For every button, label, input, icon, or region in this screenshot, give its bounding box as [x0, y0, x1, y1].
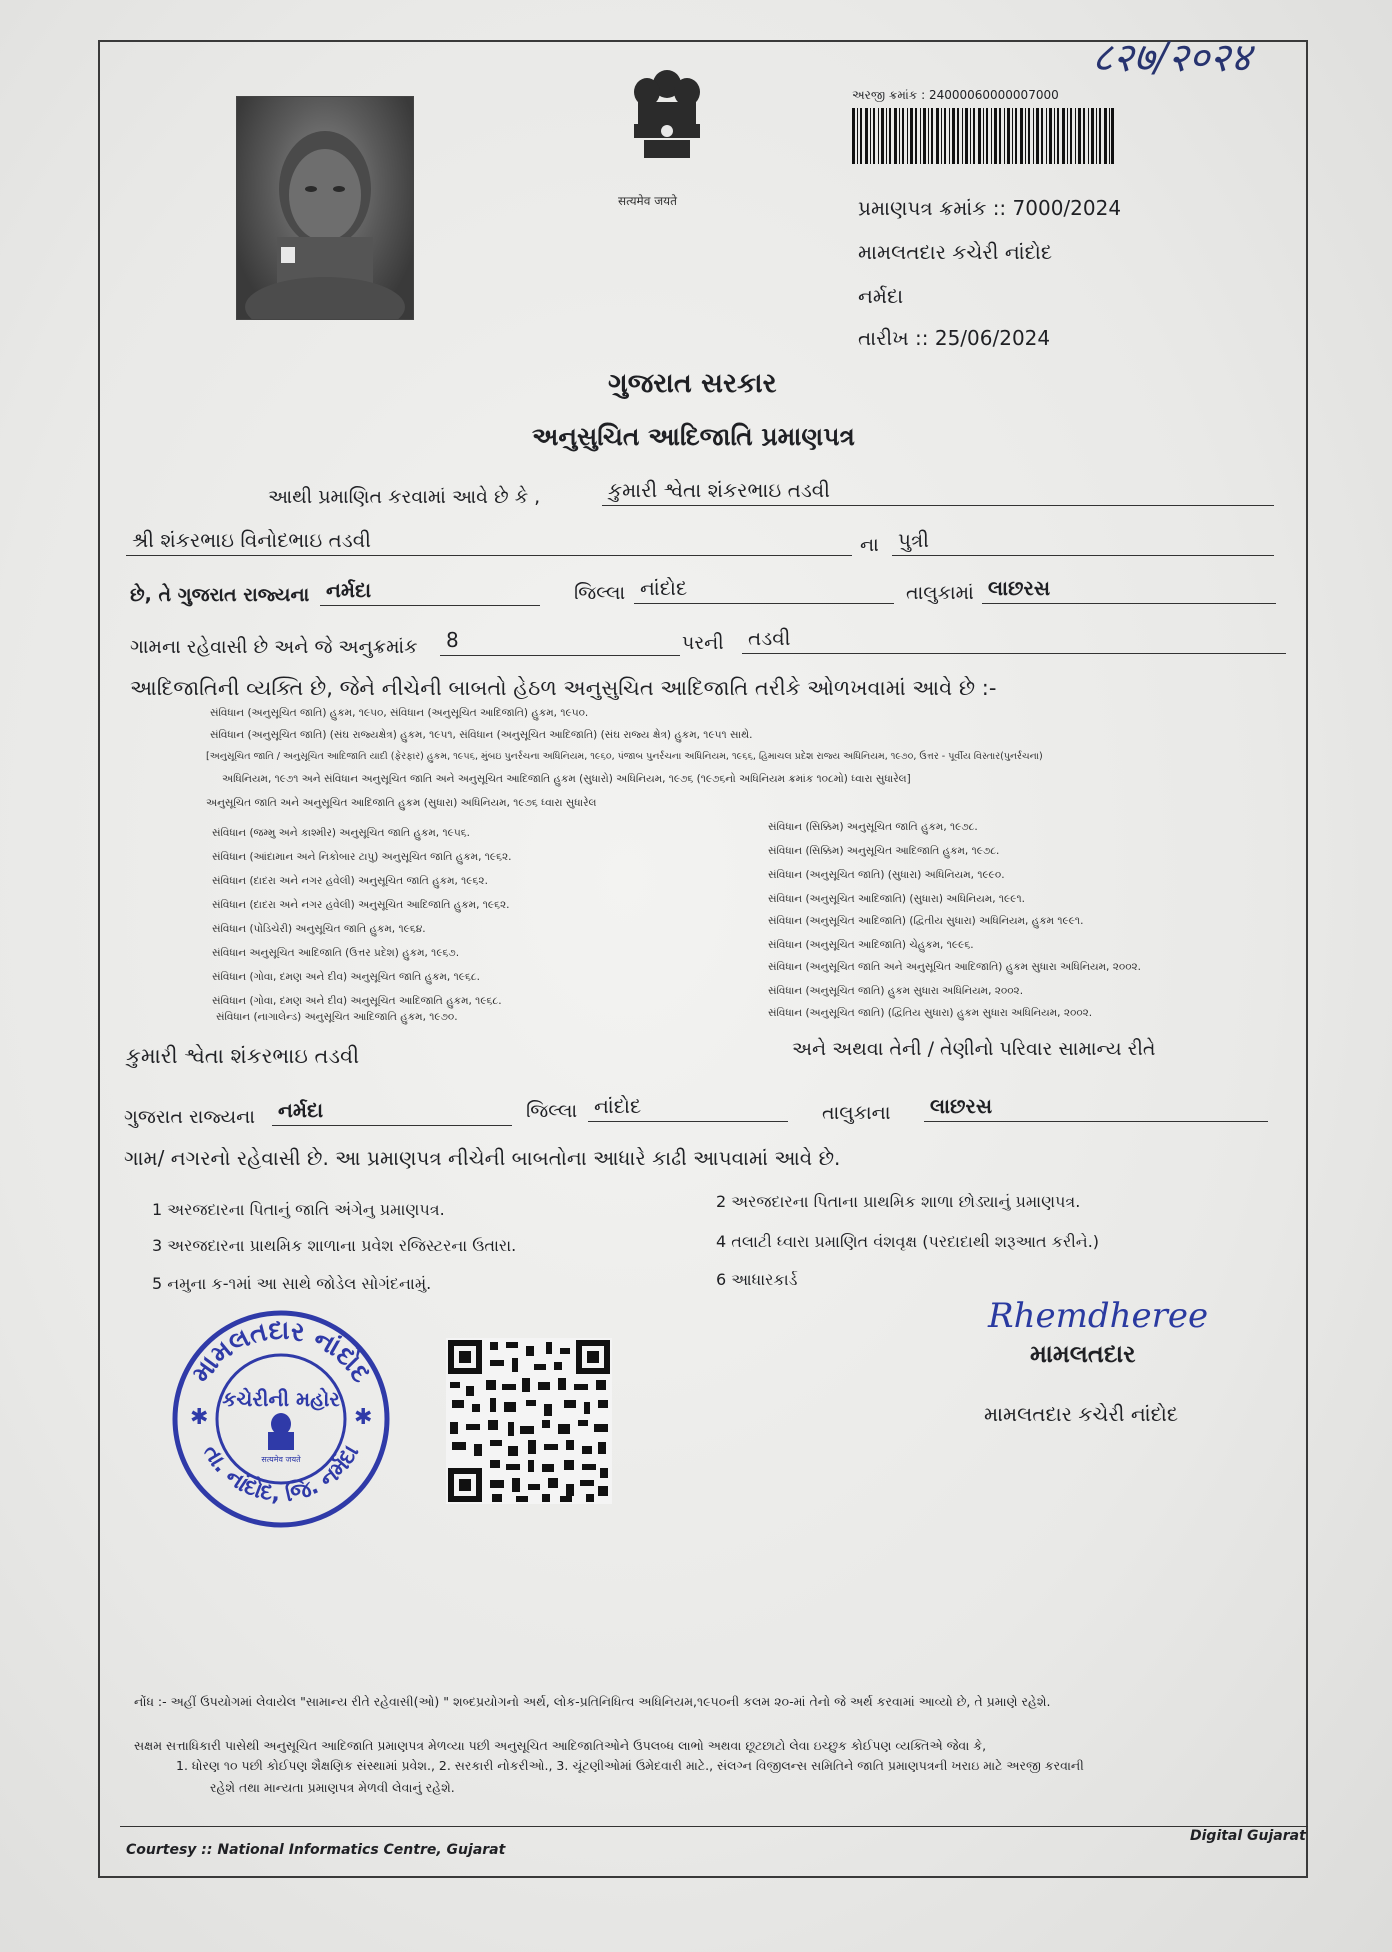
footer-brand: Digital Gujarat: [1190, 1828, 1306, 1844]
order-right-line: સંવિધાન (અનુસૂચિત જાતિ) (દ્વિતિય સુધારા) હુકમ સુધારા અધિનિયમ, ૨૦૦૨.: [768, 1007, 1093, 1019]
certificate-title: અનુસુચિત આદિજાતિ પ્રમાણપત્ર: [532, 422, 855, 451]
order-line: સંવિધાન (અનુસૂચિત જાતિ) હુકમ, ૧૯૫૦, સંવિધાન (અનુસૂચિત આદિજાતિ) હુકમ, ૧૯૫૦.: [210, 707, 589, 719]
seal-bottom-text: તા. નાંદોદ, જિ. નર્મદા: [197, 1440, 365, 1508]
relation: પુત્રી: [892, 528, 1274, 556]
state-text-2: ગુજરાત રાજ્યના: [124, 1106, 255, 1128]
order-left-line: સંવિધાન (ગોવા, દમણ અને દીવ) અનુસૂચિત જાતિ હુકમ, ૧૯૬૮.: [212, 971, 480, 983]
note-line-4: રહેશે તથા માન્યતા પ્રમાણપત્ર મેળવી લેવાનું રહેશે.: [210, 1780, 455, 1795]
order-left-line: સંવિધાન (દાદરા અને નગર હવેલી) અનુસૂચિત આદિજાતિ હુકમ, ૧૯૬૨.: [212, 899, 510, 911]
document-item: 3 અરજદારના પ્રાથમિક શાળાના પ્રવેશ રજિસ્ટરના ઉતારા.: [152, 1236, 517, 1255]
order-line: [અનુસૂચિત જાતિ / અનુસૂચિત આદિજાતિ યાદી (ફેરફાર) હુકમ, ૧૯૫૬, મુંબઇ પુનર્રચના અધિનિયમ, ૧૯૬૦, પંજાબ પુનર્રચના અધિનિયમ, ૧૯૬૬, હિમાચલ પ્રદેશ રાજ્ય અધિનિયમ, ૧૯૭૦, ઉત્તર - પૂર્વીય વિસ્તાર(પુનર્રચના): [206, 751, 1043, 762]
note-line-2: સક્ષમ સત્તાધિકારી પાસેથી અનુસૂચિત આદિજાતિ પ્રમાણપત્ર મેળવ્યા પછી અનુસૂચિત આદિજાતિઓને ઉપલબ્ધ લાભો અથવા છૂટછાટો લેવા ઇચ્છુક કોઈપણ વ્યક્તિએ જેવા કે,: [134, 1738, 987, 1753]
order-right-line: સંવિધાન (સિક્કિમ) અનુસૂચિત આદિજાતિ હુકમ, ૧૯૭૮.: [768, 845, 1000, 857]
district-label-2: જિલ્લા: [526, 1100, 578, 1122]
identified-text: આદિજાતિની વ્યક્તિ છે, જેને નીચેની બાબતો હેઠળ અનુસુચિત આદિજાતિ તરીકે ઓળખવામાં આવે છે :-: [130, 676, 997, 700]
serial-number: 8: [440, 628, 680, 656]
government-title: ગુજરાત સરકાર: [608, 368, 777, 399]
taluka-label: તાલુકામાં: [906, 582, 974, 604]
office-seal: [168, 1306, 394, 1532]
father-name: શ્રી શંકરભાઇ વિનોદભાઇ તડવી: [126, 528, 852, 556]
order-right-line: સંવિધાન (સિક્કિમ) અનુસૂચિત જાતિ હુકમ, ૧૯૭૮.: [768, 821, 978, 833]
document-item: 4 તલાટી ધ્વારા પ્રમાણિત વંશવૃક્ષ (પરદાદાથી શરૂઆત કરીને.): [716, 1232, 1100, 1251]
seal-emblem-caption: सत्यमेव जयते: [261, 1455, 301, 1464]
order-line: સંવિધાન (અનુસૂચિત જાતિ) (સંઘ રાજ્યક્ષેત્ર) હુકમ, ૧૯૫૧, સંવિધાન (અનુસૂચિત આદિજાતિ) (સંઘ રાજ્ય ક્ષેત્ર) હુકમ, ૧૯૫૧ સાથે.: [210, 729, 753, 741]
order-line: અનુસૂચિત જાતિ અને અનુસૂચિત આદિજાતિ હુકમ (સુધારા) અધિનિયમ, ૧૯૭૬ ધ્વારા સુધારેલ: [206, 797, 597, 809]
seal-top-text: મામલતદાર નાંદોદ: [186, 1315, 376, 1389]
order-right-line: સંવિધાન (અનુસૂચિત જાતિ અને અનુસૂચિત આદિજાતિ) હુકમ સુધારા અધિનિયમ, ૨૦૦૨.: [768, 961, 1142, 973]
barcode: [852, 108, 1114, 164]
of-text: ના: [860, 534, 879, 556]
order-line: અધિનિયમ, ૧૯૭૧ અને સંવિધાન અનુસૂચિત જાતિ અને અનુસૂચિત આદિજાતિ હુકમ (સુધારો) અધિનિયમ, ૧૯૭૬ (૧૯૭૬નો અધિનિયમ ક્રમાંક ૧૦૮મો) ધ્વારા સુધારેલ]: [222, 773, 911, 785]
document-item: 6 આધારકાર્ડ: [716, 1270, 798, 1289]
order-left-line: સંવિધાન (જમ્મુ અને કાશ્મીર) અનુસૂચિત જાતિ હુકમ, ૧૯૫૬.: [212, 827, 470, 839]
basis-text: ગામ/ નગરનો રહેવાસી છે. આ પ્રમાણપત્ર નીચેની બાબતોના આધારે કાઢી આપવામાં આવે છે.: [124, 1146, 841, 1170]
order-left-line: સંવિધાન (આંદામાન અને નિકોબાર ટાપુ) અનુસૂચિત જાતિ હુકમ, ૧૯૬૨.: [212, 851, 512, 863]
certify-text: આથી પ્રમાણિત કરવામાં આવે છે કે ,: [268, 486, 541, 508]
taluka-value-2: લાછરસ: [924, 1094, 1268, 1122]
order-left-line: સંવિધાન (દાદરા અને નગર હવેલી) અનુસૂચિત જાતિ હુકમ, ૧૯૬૨.: [212, 875, 488, 887]
certificate-number: 7000/2024: [1012, 196, 1122, 220]
footer-divider: [120, 1826, 1308, 1827]
order-right-line: સંવિધાન (અનુસૂચિત જાતિ) (સુધારા) અધિનિયમ, ૧૯૯૦.: [768, 869, 1005, 881]
order-left-line: સંવિધાન (નાગાલેન્ડ) અનુસૂચિત આદિજાતિ હુકમ, ૧૯૭૦.: [216, 1011, 458, 1023]
applicant-photo: [236, 96, 414, 320]
applicant-name: કુમારી શ્વેતા શંકરભાઇ તડવી: [602, 478, 1274, 506]
parni-label: પરની: [682, 632, 724, 654]
applicant-name-2: કુમારી શ્વેતા શંકરભાઇ તડવી: [126, 1044, 360, 1068]
district-name-2: નાંદોદ: [588, 1094, 788, 1122]
issuing-district: નર્મદા: [858, 284, 904, 308]
state-text: છે, તે ગુજરાત રાજ્યના: [130, 584, 310, 606]
star-icon: ✱: [190, 1405, 209, 1430]
order-right-line: સંવિધાન (અનુસૂચિત આદિજાતિ) ચેહુકમ, ૧૯૯૬.: [768, 939, 974, 951]
family-text: અને અથવા તેની / તેણીનો પરિવાર સામાન્ય રીતે: [792, 1038, 1156, 1060]
district-value: નર્મદા: [320, 578, 540, 606]
certificate-date: 25/06/2024: [934, 326, 1051, 350]
tribe-name: તડવી: [742, 626, 1286, 654]
emblem-motto: सत्यमेव जयते: [618, 194, 677, 208]
signature-scribble: Rhemdheree: [988, 1296, 1209, 1336]
qr-code: [446, 1338, 612, 1504]
star-icon: ✱: [354, 1405, 373, 1430]
document-item: 5 નમુના ક-૧માં આ સાથે જોડેલ સોગંદનામું.: [152, 1274, 432, 1293]
note-line-3: 1. ધોરણ ૧૦ પછી કોઈપણ શૈક્ષણિક સંસ્થામાં પ્રવેશ., 2. સરકારી નોકરીઓ., 3. ચૂંટણીઓમાં ઉમેદવારી માટે., સંલગ્ન વિજીલન્સ સમિતિને જાતિ પ્રમાણપત્રની ખરાઇ માટે અરજી કરવાની: [176, 1758, 1084, 1773]
district-name: નાંદોદ: [634, 576, 894, 604]
taluka-value: લાછરસ: [982, 576, 1276, 604]
svg-text:મામલતદાર નાંદોદ: [186, 1316, 376, 1389]
signatory-title: મામલતદાર: [1030, 1340, 1136, 1368]
issuing-office: મામલતદાર કચેરી નાંદોદ: [858, 240, 1052, 264]
order-right-line: સંવિધાન (અનુસૂચિત આદિજાતિ) (સુધારા) અધિનિયમ, ૧૯૯૧.: [768, 893, 1025, 905]
seal-middle-text: કચેરીની મહોર: [222, 1387, 340, 1411]
national-emblem-icon: [622, 64, 712, 184]
order-right-line: સંવિધાન (અનુસૂચિત જાતિ) હુકમ સુધારા અધિનિયમ, ૨૦૦૨.: [768, 985, 1024, 997]
application-number: અરજી ક્રમાંક : 24000060000007000: [852, 88, 1059, 102]
certificate-number-row: [858, 196, 1121, 220]
svg-text:તા. નાંદોદ, જિ. નર્મદા: [198, 1441, 365, 1507]
district-value-2: નર્મદા: [272, 1098, 512, 1126]
certificate-number-label: પ્રમાણપત્ર ક્રમાંક ::: [858, 196, 1007, 220]
certificate-date-label: તારીખ ::: [858, 326, 929, 350]
note-line-1: નોંધ :- અહીં ઉપયોગમાં લેવાયેલ "સામાન્ય રીતે રહેવાસી(ઓ) " શબ્દપ્રયોગનો અર્થ, લોક-પ્રતિનિધિત્વ અધિનિયમ,૧૯૫૦ની કલમ ૨૦-માં તેનો જે અર્થ કરવામાં આવ્યો છે, તે પ્રમાણે રહેશે.: [134, 1694, 1051, 1709]
document-item: 2 અરજદારના પિતાના પ્રાથમિક શાળા છોડ્યાનું પ્રમાણપત્ર.: [716, 1192, 1081, 1211]
resident-text: ગામના રહેવાસી છે અને જે અનુક્રમાંક: [130, 636, 418, 658]
signatory-office: મામલતદાર કચેરી નાંદોદ: [984, 1402, 1178, 1426]
district-label: જિલ્લા: [574, 582, 626, 604]
footer-courtesy: Courtesy :: National Informatics Centre, Gujarat: [126, 1842, 506, 1858]
order-left-line: સંવિધાન (પોંડિચેરી) અનુસૂચિત જાતિ હુકમ, ૧૯૬૪.: [212, 923, 426, 935]
handwritten-reference: ८२७/२०२४: [1092, 35, 1252, 81]
order-left-line: સંવિધાન (ગોવા, દમણ અને દીવ) અનુસૂચિત આદિજાતિ હુકમ, ૧૯૬૮.: [212, 995, 502, 1007]
document-item: 1 અરજદારના પિતાનું જાતિ અંગેનુ પ્રમાણપત્ર.: [152, 1200, 445, 1219]
taluka-label-2: તાલુકાના: [822, 1102, 891, 1124]
certificate-date-row: [858, 326, 1050, 350]
order-right-line: સંવિધાન (અનુસૂચિત આદિજાતિ) (દ્વિતીય સુધારા) અધિનિયમ, હુકમ ૧૯૯૧.: [768, 915, 1084, 927]
order-left-line: સંવિધાન અનુસૂચિત આદિજાતિ (ઉત્તર પ્રદેશ) હુકમ, ૧૯૬૭.: [212, 947, 460, 959]
